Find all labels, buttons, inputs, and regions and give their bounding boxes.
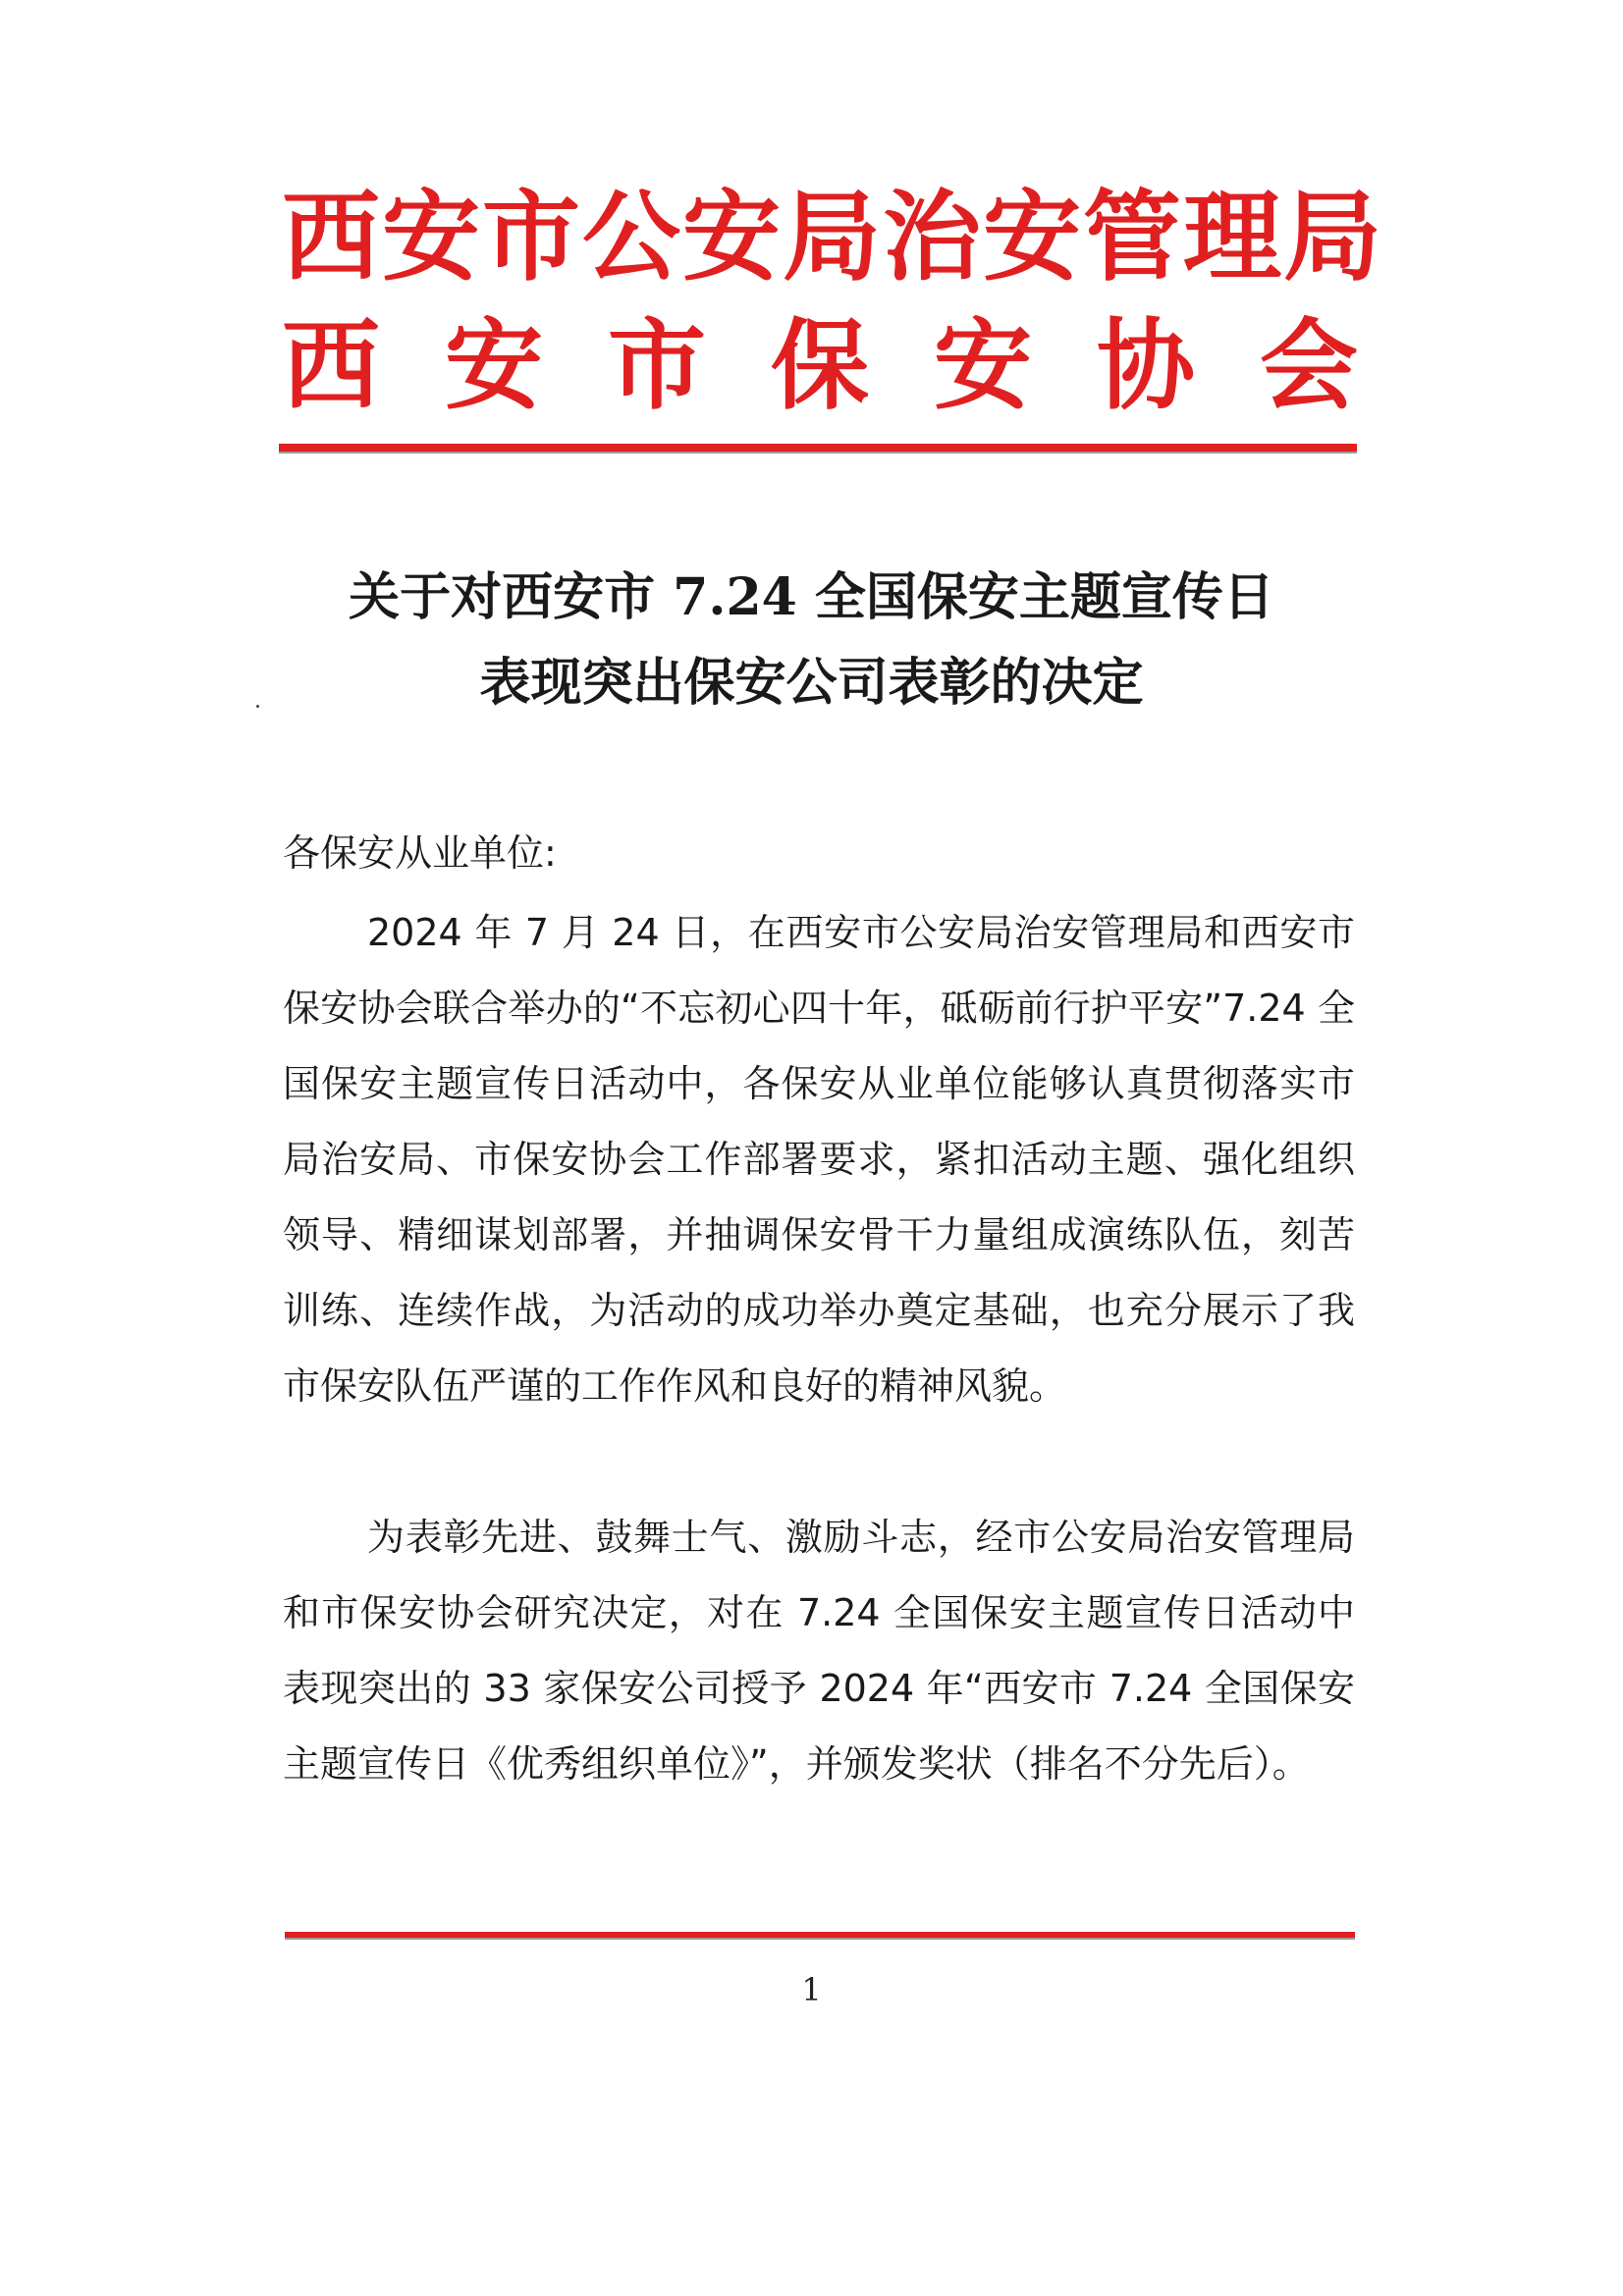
salutation: 各保安从业单位: — [283, 831, 557, 875]
footer-divider — [285, 1932, 1355, 1940]
document-title-line-2: 表现突出保安公司表彰的决定 — [479, 653, 1144, 713]
document-title-line-1: 关于对西安市 7.24 全国保安主题宣传日 — [349, 567, 1274, 627]
body-paragraph-1: 2024 年 7 月 24 日，在西安市公安局治安管理局和西安市保安协会联合举办的“不忘初心四十年，砥砺前行护平安”7.24 全国保安主题宣传日活动中，各保安从业单位能够认真贯彻落实市局治安局、市保安协会工作部署要求，紧扣活动主题、强化组织领导、精细谋划部署，并抽调保安骨干力量组成演练队伍，刻苦训练、连续作战，为活动的成功举办奠定基础，也充分展示了我市保安队伍严谨的工作作风和良好的精神风貌。 — [283, 911, 1355, 1408]
letterhead-line-2: 西安市保安协会 — [282, 308, 1423, 423]
scan-speck — [256, 705, 259, 708]
body-paragraph-2: 为表彰先进、鼓舞士气、激励斗志，经市公安局治安管理局和市保安协会研究决定，对在 7.24 全国保安主题宣传日活动中表现突出的 33 家保安公司授予 2024 年“西安市 7.24 全国保安主题宣传日《优秀组织单位》”，并颁发奖状（排名不分先后）。 — [283, 1516, 1355, 1786]
page-number: 1 — [801, 1971, 822, 2008]
letterhead-line-1: 西安市公安局治安管理局 — [282, 180, 1383, 294]
letterhead-divider — [279, 444, 1357, 454]
